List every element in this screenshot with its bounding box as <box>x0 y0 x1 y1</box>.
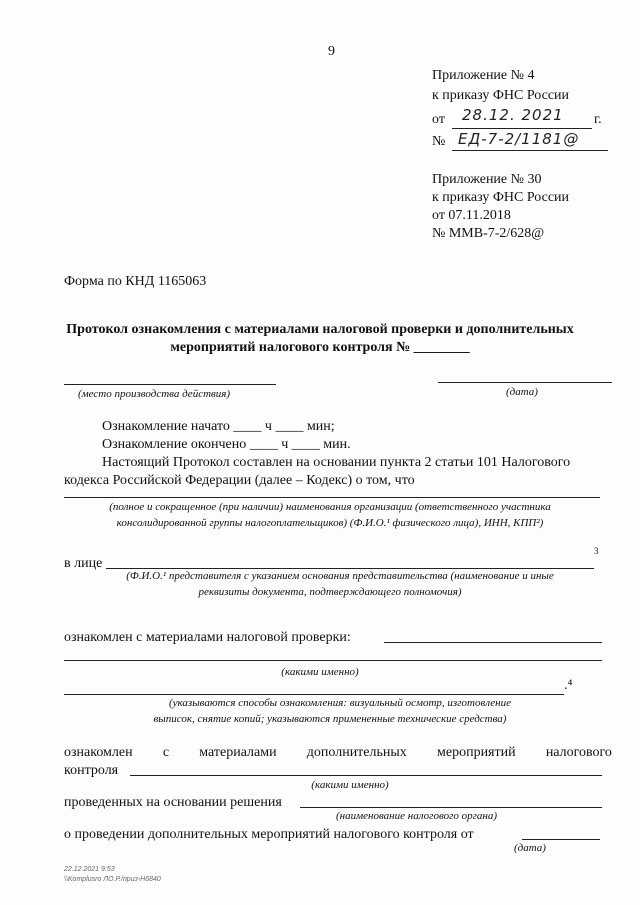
conduct-label: о проведении дополнительных мероприятий налогового контроля от <box>64 827 474 842</box>
appendix4-date-line <box>452 128 592 129</box>
appendix30-title: Приложение № 30 <box>432 172 542 187</box>
appendix4-num-handwritten: ЕД-7-2/1181@ <box>458 130 580 148</box>
form-code: Форма по КНД 1165063 <box>64 274 207 289</box>
date-caption-2: (дата) <box>514 842 546 854</box>
protocol-title-line2: мероприятий налогового контроля № ________ <box>170 340 470 355</box>
org-caption-line1: (полное и сокращенное (при наличии) наименования организации (ответственного участника <box>109 501 551 513</box>
end-time-line: Ознакомление окончено ____ ч ____ мин. <box>102 437 351 452</box>
familiar-add-w2: с <box>162 745 170 760</box>
place-caption: (место производства действия) <box>78 388 231 400</box>
which-caption: (какими именно) <box>281 666 359 678</box>
familiar-add-w1: ознакомлен <box>64 745 133 760</box>
familiar-add-line2: контроля <box>64 763 119 778</box>
familiar-tax-line <box>384 642 602 643</box>
appendix4-year-suffix: г. <box>594 112 602 127</box>
place-line <box>64 384 276 385</box>
date-caption: (дата) <box>506 386 538 398</box>
method-caption-line1: (указываются способы ознакомления: визуальный осмотр, изготовление <box>168 697 512 709</box>
appendix4-date-handwritten: 28.12. 2021 <box>462 106 564 124</box>
in-person-label: в лице <box>64 556 103 571</box>
appendix4-title: Приложение № 4 <box>432 68 535 83</box>
method-line <box>64 694 564 695</box>
appendix30-number: № ММВ-7-2/628@ <box>432 226 545 241</box>
basis-para-line2: кодекса Российской Федерации (далее – Кодекс) о том, что <box>64 473 415 488</box>
org-caption-line2: консолидированной группы налогоплательщиков) (Ф.И.О.¹ физического лица), ИНН, КПП²) <box>116 517 544 529</box>
method-caption-line2: выписок, снятие копий; указываются примененные технические средства) <box>153 713 507 725</box>
appendix30-date: от 07.11.2018 <box>432 208 511 223</box>
conduct-date-line <box>522 839 600 840</box>
familiar-tax-line2 <box>64 660 602 661</box>
appendix30-order: к приказу ФНС России <box>432 190 570 205</box>
rep-caption-line2: реквизиты документа, подтверждающего полномочия) <box>198 586 462 598</box>
familiar-add-w4: дополнительных <box>306 745 407 760</box>
appendix4-num-label: № <box>432 134 446 149</box>
appendix4-from-label: от <box>432 112 445 127</box>
decision-label: проведенных на основании решения <box>64 795 282 810</box>
familiar-tax-label: ознакомлен с материалами налоговой проверки: <box>64 630 351 645</box>
protocol-title-line1: Протокол ознакомления с материалами налоговой проверки и дополнительных <box>66 322 574 337</box>
basis-para-line1: Настоящий Протокол составлен на основании пункта 2 статьи 101 Налогового <box>102 455 571 470</box>
in-person-line <box>106 568 594 569</box>
familiar-add-w3: материалами <box>199 745 277 760</box>
org-line <box>64 497 600 498</box>
appendix4-num-line <box>452 150 608 151</box>
familiar-add-fill-line <box>130 775 602 776</box>
familiar-add-w5: мероприятий <box>437 745 516 760</box>
footer-path: \\Komplusro ЛО.Р./приз-Н6840 <box>64 876 161 883</box>
familiar-add-line1 <box>64 745 612 761</box>
page-number: 9 <box>328 44 335 59</box>
date-line <box>438 382 612 383</box>
which-caption-2: (какими именно) <box>311 779 389 791</box>
rep-caption-line1: (Ф.И.О.¹ представителя с указанием основания представительства (наименование и иные <box>126 570 554 582</box>
footnote-4: .⁴ <box>564 678 573 693</box>
footer-timestamp: 22.12.2021 9:53 <box>64 866 115 873</box>
authority-caption: (наименование налогового органа) <box>336 810 498 822</box>
start-time-line: Ознакомление начато ____ ч ____ мин; <box>102 419 335 434</box>
footnote-3: 3 <box>594 546 599 556</box>
familiar-add-w6: налогового <box>545 745 612 760</box>
appendix4-order: к приказу ФНС России <box>432 88 570 103</box>
decision-line <box>300 807 602 808</box>
